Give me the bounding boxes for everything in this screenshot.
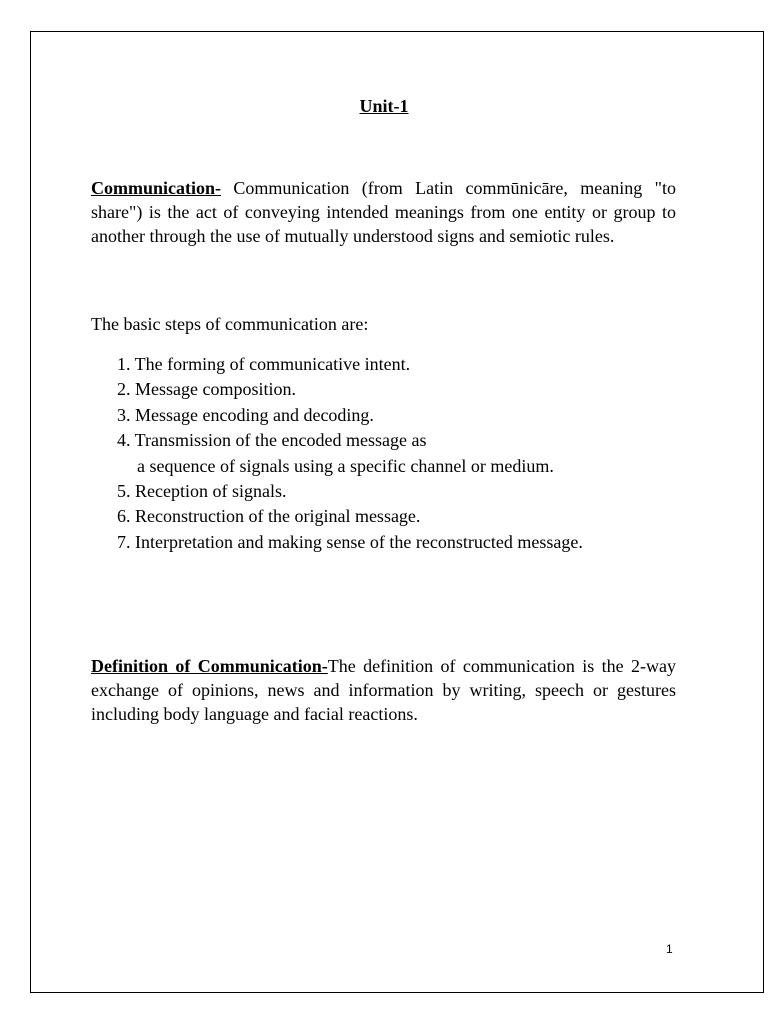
step-4-text: 4. Transmission of the encoded message as (117, 430, 427, 451)
list-item: 2. Message composition. (117, 379, 296, 400)
steps-list (117, 352, 583, 555)
communication-term: Communication- (91, 178, 221, 198)
communication-paragraph (91, 176, 676, 248)
list-item: 3. Message encoding and decoding. (117, 404, 374, 425)
list-item: 7. Interpretation and making sense of the reconstructed message. (117, 531, 583, 552)
list-item: 1. The forming of communicative intent. (117, 354, 411, 374)
page-number: 1 (666, 942, 673, 956)
definition-term: Definition of Communication- (91, 656, 328, 676)
steps-intro: The basic steps of communication are: (91, 314, 369, 334)
communication-body: Communication (from Latin commūnicāre, meaning "to share") is the act of conveying intended meanings from one entity or group to another through the use of mutually understood signs and semiotic rules. (91, 178, 676, 246)
list-item (117, 428, 583, 479)
step-4-continuation: a sequence of signals using a specific channel or medium. (137, 455, 554, 476)
list-item: 6. Reconstruction of the original message. (117, 506, 421, 527)
definition-paragraph (91, 654, 676, 726)
page-title: Unit-1 (359, 96, 409, 116)
list-item: 5. Reception of signals. (117, 481, 287, 502)
definition-body: The definition of communication is the 2-way exchange of opinions, news and information by writing, speech or gestures including body language and facial reactions. (91, 656, 676, 724)
